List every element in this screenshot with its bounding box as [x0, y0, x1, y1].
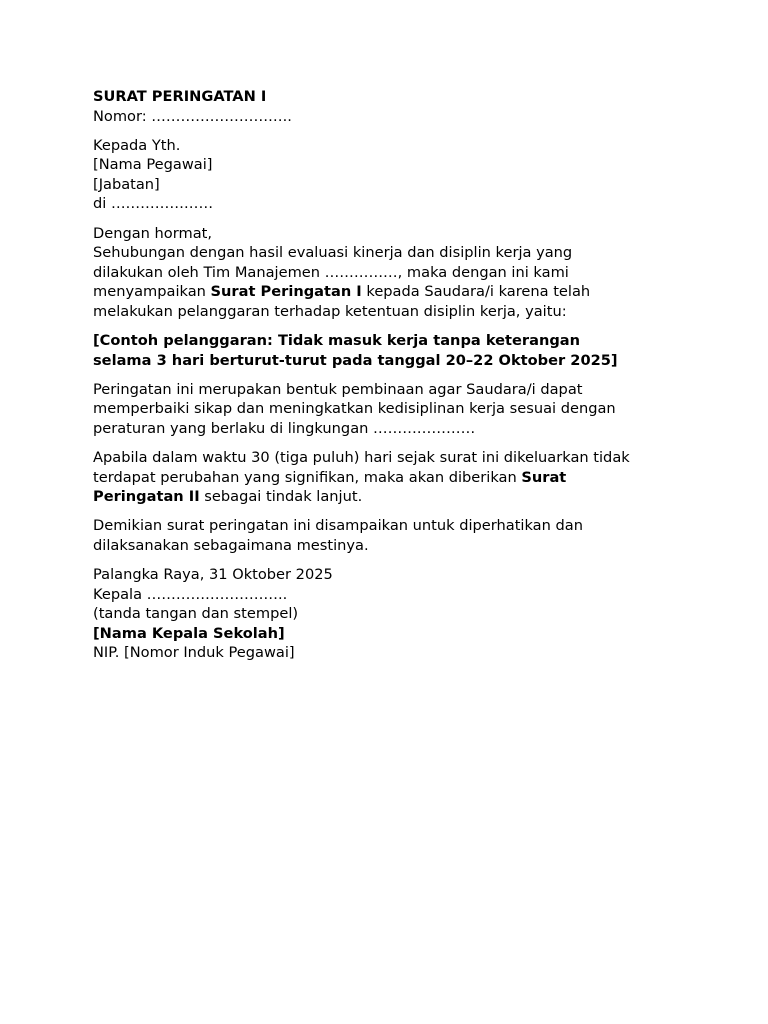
emphasis-text: Peringatan II: [93, 488, 200, 506]
violation-line: [Contoh pelanggaran: Tidak masuk kerja tanpa keterangan: [93, 332, 581, 350]
paragraph-line: Demikian surat peringatan ini disampaikan untuk diperhatikan dan: [93, 517, 583, 535]
letter-header: [93, 87, 673, 126]
signature-block: [93, 565, 673, 663]
paragraph-line: dilakukan oleh Tim Manajemen ……………, maka dengan ini kami: [93, 263, 569, 281]
signer-role: Kepala ………………………..: [93, 585, 288, 603]
guidance-paragraph: [93, 380, 673, 439]
paragraph-line: memperbaiki sikap dan meningkatkan kedisiplinan kerja sesuai dengan: [93, 400, 616, 418]
paragraph-line: Sehubungan dengan hasil evaluasi kinerja dan disiplin kerja yang: [93, 244, 573, 262]
emphasis-text: Surat: [521, 468, 567, 486]
emphasis-text: Surat Peringatan I: [210, 283, 362, 301]
signature-note: (tanda tangan dan stempel): [93, 605, 299, 623]
letter-document: [93, 87, 673, 672]
greeting: Dengan hormat,: [93, 224, 213, 242]
recipient-salutation: Kepada Yth.: [93, 136, 181, 154]
paragraph-text: sebagai tindak lanjut.: [199, 488, 363, 506]
paragraph-line: [93, 487, 673, 507]
recipient-name: [Nama Pegawai]: [93, 156, 213, 174]
letter-number: Nomor: ………………………..: [93, 107, 292, 125]
recipient-location: di …………………: [93, 195, 214, 213]
paragraph-line: Peringatan ini merupakan bentuk pembinaan agar Saudara/i dapat: [93, 380, 583, 398]
letter-title: SURAT PERINGATAN I: [93, 88, 267, 105]
signer-name: [Nama Kepala Sekolah]: [93, 624, 285, 642]
paragraph-line: Apabila dalam waktu 30 (tiga puluh) hari sejak surat ini dikeluarkan tidak: [93, 449, 630, 466]
recipient-block: [93, 136, 673, 214]
closing-paragraph: [93, 516, 673, 555]
paragraph-line: dilaksanakan sebagaimana mestinya.: [93, 536, 369, 554]
recipient-position: [Jabatan]: [93, 175, 160, 193]
paragraph-line: melakukan pelanggaran terhadap ketentuan disiplin kerja, yaitu:: [93, 302, 567, 320]
paragraph-line: peraturan yang berlaku di lingkungan …………………: [93, 419, 476, 437]
opening-paragraph: [93, 224, 673, 322]
paragraph-line: [93, 282, 673, 302]
paragraph-text: menyampaikan: [93, 283, 211, 301]
paragraph-line: [93, 468, 673, 488]
paragraph-text: kepada Saudara/i karena telah: [361, 283, 591, 301]
paragraph-text: terdapat perubahan yang signifikan, maka akan diberikan: [93, 468, 522, 486]
violation-line: selama 3 hari berturut-turut pada tanggal 20–22 Oktober 2025]: [93, 351, 618, 369]
signer-id: NIP. [Nomor Induk Pegawai]: [93, 644, 295, 662]
place-date: Palangka Raya, 31 Oktober 2025: [93, 565, 333, 583]
violation-description: [93, 331, 673, 370]
consequence-paragraph: [93, 448, 673, 507]
